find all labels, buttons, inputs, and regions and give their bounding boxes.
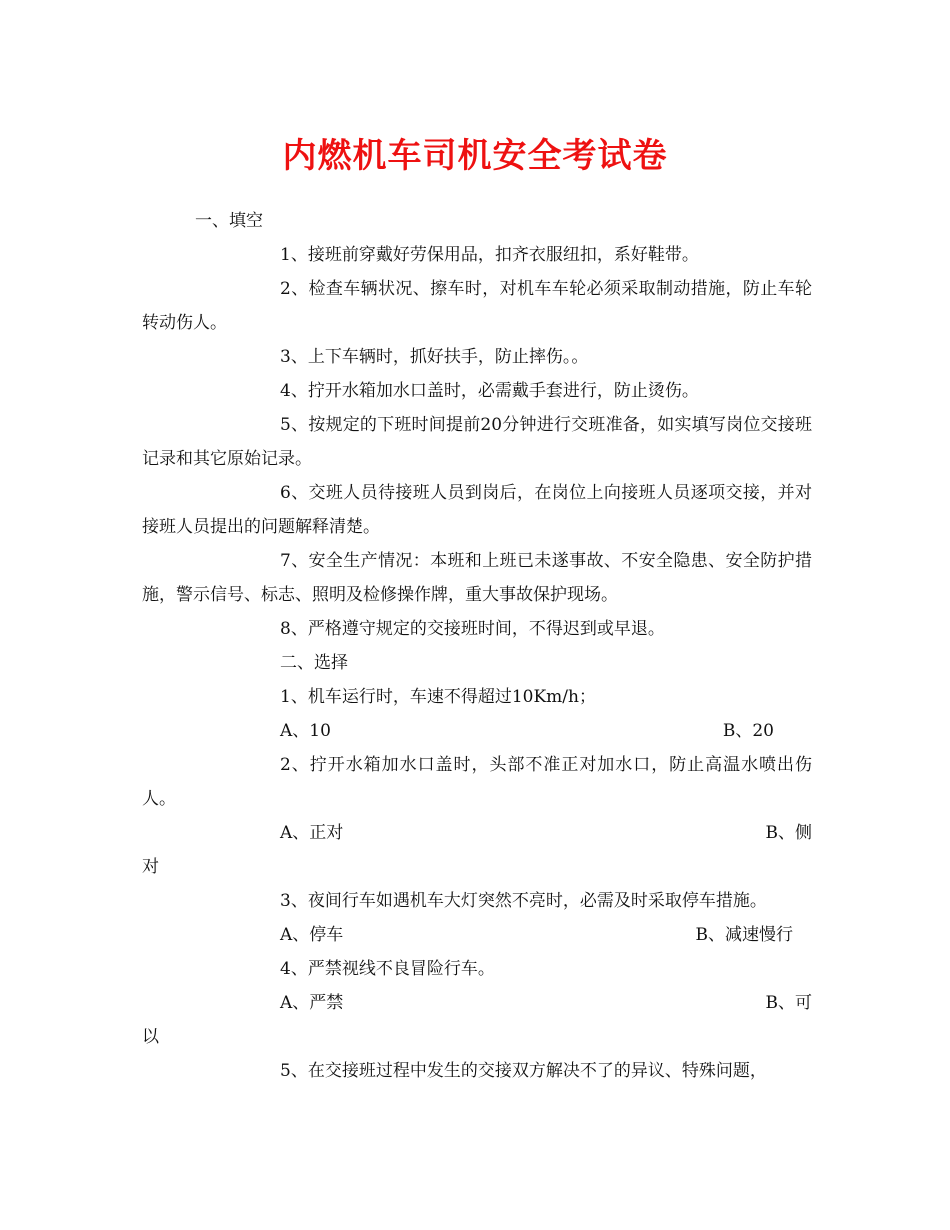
section-heading-fill: 一、填空 (195, 211, 263, 231)
option-b-wrap: 对 (142, 857, 159, 877)
option-a: A、10 (280, 721, 331, 741)
fill-item: 7、安全生产情况：本班和上班已未遂事故、不安全隐患、安全防护措施，警示信号、标志、照明及检修操作牌，重大事故保护现场。 (142, 551, 812, 605)
fill-item: 6、交班人员待接班人员到岗后，在岗位上向接班人员逐项交接，并对接班人员提出的问题解释清楚。 (142, 483, 812, 537)
document-title: 内燃机车司机安全考试卷 (282, 136, 668, 176)
choice-question: 5、在交接班过程中发生的交接双方解决不了的异议、特殊问题， (280, 1061, 767, 1081)
option-b: B、可 (765, 993, 812, 1013)
choice-question: 2、拧开水箱加水口盖时，头部不准正对加水口，防止高温水喷出伤人。 (142, 755, 812, 809)
choice-question: 1、机车运行时，车速不得超过10Km/h； (280, 687, 596, 707)
option-a: A、停车 (280, 925, 344, 945)
choice-question: 3、夜间行车如遇机车大灯突然不亮时，必需及时采取停车措施。 (280, 891, 767, 911)
fill-item: 3、上下车辆时，抓好扶手，防止摔伤。。 (280, 347, 589, 367)
option-b: B、20 (722, 721, 774, 741)
fill-item: 8、严格遵守规定的交接班时间，不得迟到或早退。 (280, 619, 665, 639)
option-a: A、正对 (280, 823, 344, 843)
choice-options (142, 816, 812, 850)
option-b-wrap: 以 (142, 1027, 159, 1047)
option-a: A、严禁 (280, 993, 344, 1013)
option-b: B、侧 (765, 823, 812, 843)
fill-item: 4、拧开水箱加水口盖时，必需戴手套进行，防止烫伤。 (280, 381, 699, 401)
choice-options (142, 714, 812, 748)
choice-options (142, 986, 812, 1020)
choice-question: 4、严禁视线不良冒险行车。 (280, 959, 495, 979)
fill-item: 1、接班前穿戴好劳保用品，扣齐衣服纽扣，系好鞋带。 (280, 245, 699, 265)
fill-item: 2、检查车辆状况、擦车时，对机车车轮必须采取制动措施，防止车轮转动伤人。 (142, 279, 812, 333)
option-b: B、减速慢行 (695, 925, 793, 945)
section-heading-choice: 二、选择 (280, 653, 348, 673)
fill-item: 5、按规定的下班时间提前20分钟进行交班准备，如实填写岗位交接班记录和其它原始记录。 (142, 415, 812, 469)
choice-options (142, 918, 812, 952)
document-body (142, 204, 812, 1088)
